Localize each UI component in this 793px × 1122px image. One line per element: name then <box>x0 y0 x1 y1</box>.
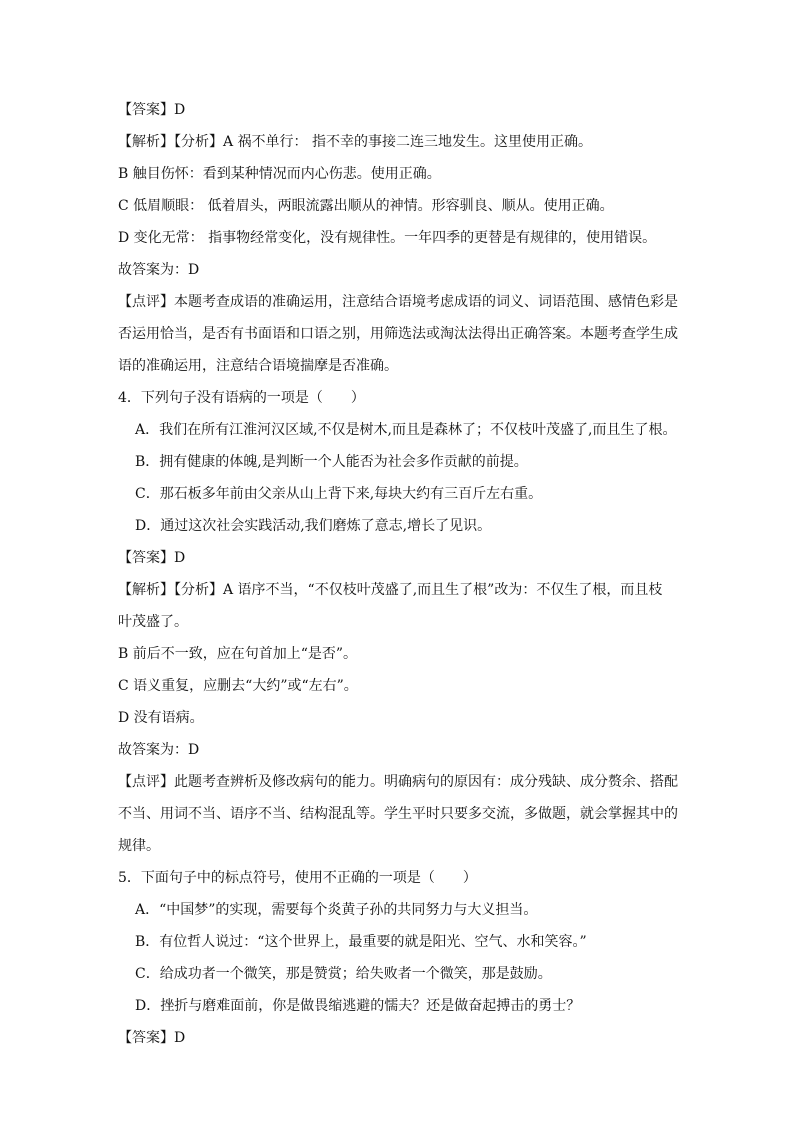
answer-line: 【答案】D <box>118 102 186 118</box>
conclusion-line: 故答案为：D <box>118 742 200 758</box>
conclusion-line: 故答案为：D <box>118 262 200 278</box>
question-stem: 5．下面句子中的标点符号，使用不正确的一项是（ ） <box>118 870 477 886</box>
option-a: A．我们在所有江淮河汉区域,不仅是树木,而且是森林了；不仅枝叶茂盛了,而且生了根。 <box>135 422 677 438</box>
analysis-line: 叶茂盛了。 <box>118 614 188 630</box>
answer-line: 【答案】D <box>118 1030 186 1046</box>
comment-line: 语的准确运用，注意结合语境揣摩是否准确。 <box>118 358 398 374</box>
analysis-line: D 没有语病。 <box>118 710 204 726</box>
option-a: A．“中国梦”的实现，需要每个炎黄子孙的共同努力与大义担当。 <box>135 902 538 918</box>
comment-line: 规律。 <box>118 838 160 854</box>
analysis-line: B 触目伤怀：看到某种情况而内心伤悲。使用正确。 <box>118 166 441 182</box>
question-stem: 4．下列句子没有语病的一项是（ ） <box>118 390 365 406</box>
comment-line: 【点评】本题考查成语的准确运用，注意结合语境考虑成语的词义、词语范围、感情色彩是 <box>118 294 678 310</box>
option-c: C．那石板多年前由父亲从山上背下来,每块大约有三百斤左右重。 <box>135 486 543 502</box>
analysis-line: C 低眉顺眼： 低着眉头，两眼流露出顺从的神情。形容驯良、顺从。使用正确。 <box>118 198 614 214</box>
analysis-line: D 变化无常： 指事物经常变化，没有规律性。一年四季的更替是有规律的，使用错误。 <box>118 230 657 246</box>
analysis-line: B 前后不一致，应在句首加上“是否”。 <box>118 646 358 662</box>
option-d: D．通过这次社会实践活动,我们磨炼了意志,增长了见识。 <box>135 518 492 534</box>
analysis-line: C 语义重复，应删去“大约”或“左右”。 <box>118 678 358 694</box>
comment-line: 【点评】此题考查辨析及修改病句的能力。明确病句的原因有：成分残缺、成分赘余、搭配 <box>118 774 678 790</box>
option-d: D．挫折与磨难面前，你是做畏缩逃避的懦夫？还是做奋起搏击的勇士？ <box>135 998 581 1014</box>
comment-line: 否运用恰当，是否有书面语和口语之别，用筛选法或淘汰法得出正确答案。本题考查学生成 <box>118 326 678 342</box>
answer-line: 【答案】D <box>118 550 186 566</box>
comment-line: 不当、用词不当、语序不当、结构混乱等。学生平时只要多交流，多做题，就会掌握其中的 <box>118 806 678 822</box>
analysis-line: 【解析】【分析】A 祸不单行： 指不幸的事接二连三地发生。这里使用正确。 <box>118 134 593 150</box>
option-b: B．拥有健康的体魄,是判断一个人能否为社会多作贡献的前提。 <box>135 454 528 470</box>
option-c: C．给成功者一个微笑，那是赞赏；给失败者一个微笑，那是鼓励。 <box>135 966 552 982</box>
analysis-line: 【解析】【分析】A 语序不当，“不仅枝叶茂盛了,而且生了根”改为：不仅生了根，而且枝 <box>118 582 663 598</box>
option-b: B．有位哲人说过：“这个世界上，最重要的就是阳光、空气、水和笑容。” <box>135 934 587 950</box>
